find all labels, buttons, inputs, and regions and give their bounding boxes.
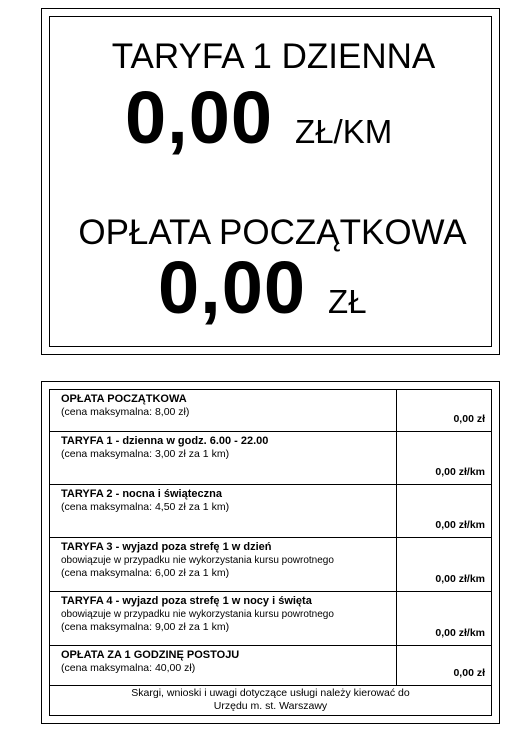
row-label [50,538,397,592]
tariff-sign [41,8,500,355]
table-row [50,592,492,646]
tariff-amount [125,75,392,160]
row-max-price: (cena maksymalna: 4,50 zł za 1 km) [61,501,230,513]
row-title: OPŁATA ZA 1 GODZINĘ POSTOJU [61,649,240,661]
row-price: 0,00 zł [397,646,492,686]
table-row [50,485,492,538]
row-price: 0,00 zł/km [397,538,492,592]
price-list-sign [41,381,500,724]
row-max-price: (cena maksymalna: 6,00 zł za 1 km) [61,567,230,579]
row-label [50,592,397,646]
tariff-unit: ZŁ/KM [295,113,393,150]
row-price: 0,00 zł/km [397,432,492,485]
initial-fee-unit: ZŁ [328,283,367,320]
complaints-note-line2: Urzędu m. st. Warszawy [213,700,328,712]
row-note: obowiązuje w przypadku nie wykorzystania kursu powrotnego [61,609,334,620]
row-title: TARYFA 2 - nocna i świąteczna [61,488,222,500]
row-max-price: (cena maksymalna: 40,00 zł) [61,662,196,674]
price-table [49,389,492,716]
row-title: TARYFA 1 - dzienna w godz. 6.00 - 22.00 [61,435,269,447]
table-row [50,432,492,485]
tariff-title: TARYFA 1 DZIENNA [111,37,436,76]
table-footer-row [50,686,492,716]
complaints-note [50,686,492,716]
row-label [50,390,397,432]
tariff-sign-inner-frame [49,16,492,347]
table-row [50,390,492,432]
row-max-price: (cena maksymalna: 8,00 zł) [61,406,190,418]
complaints-note-line1: Skargi, wnioski i uwagi dotyczące usługi należy kierować do [131,687,410,699]
row-title: TARYFA 3 - wyjazd poza strefę 1 w dzień [61,541,272,553]
table-row [50,538,492,592]
row-label [50,485,397,538]
row-note: obowiązuje w przypadku nie wykorzystania kursu powrotnego [61,555,334,566]
row-label [50,432,397,485]
row-title: TARYFA 4 - wyjazd poza strefę 1 w nocy i święta [61,595,312,607]
row-price: 0,00 zł [397,390,492,432]
row-max-price: (cena maksymalna: 9,00 zł za 1 km) [61,621,230,633]
initial-fee-value: 0,00 [158,246,307,329]
row-title: OPŁATA POCZĄTKOWA [61,393,187,405]
row-max-price: (cena maksymalna: 3,00 zł za 1 km) [61,448,230,460]
row-price: 0,00 zł/km [397,592,492,646]
initial-fee-amount [158,245,367,330]
table-row [50,646,492,686]
row-label [50,646,397,686]
initial-fee-title: OPŁATA POCZĄTKOWA [78,213,467,252]
tariff-value: 0,00 [125,76,274,159]
row-price: 0,00 zł/km [397,485,492,538]
